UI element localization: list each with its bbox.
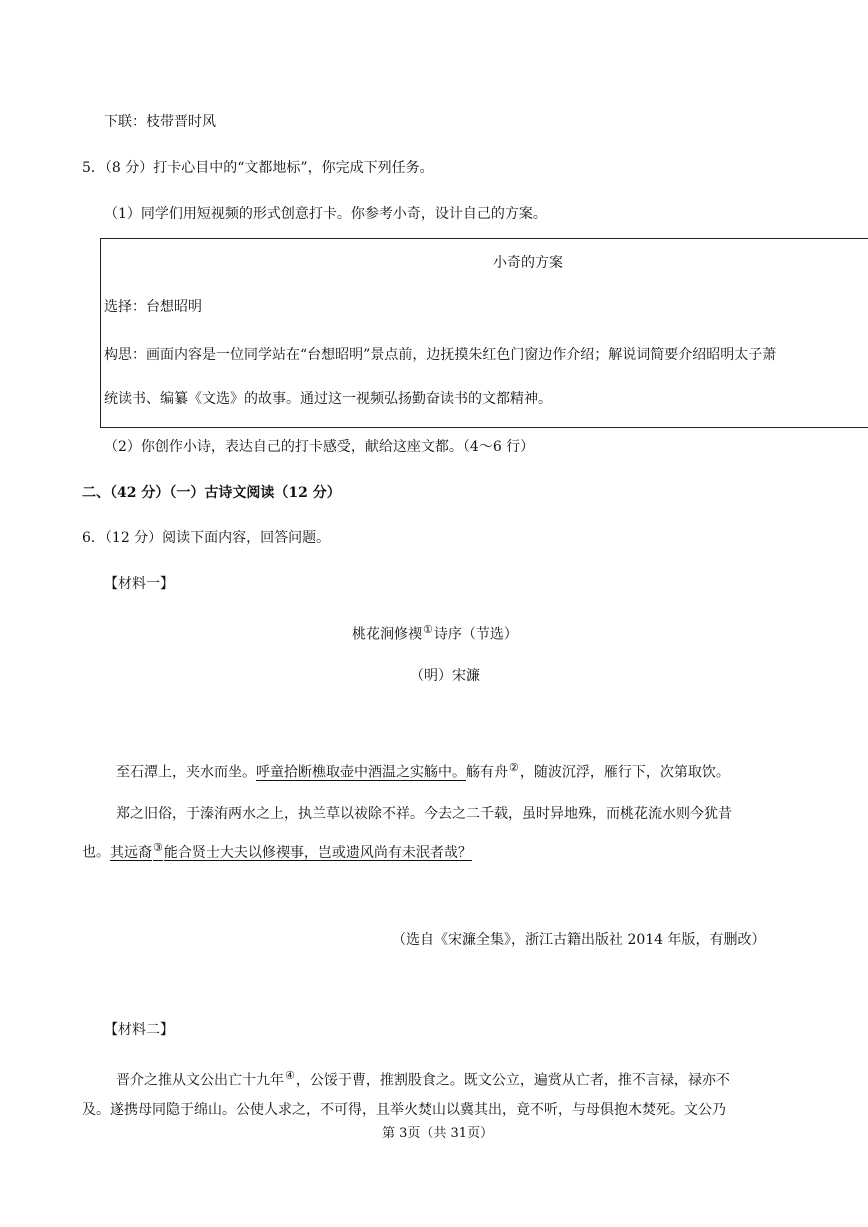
page-footer: 第 3页（共 31页） <box>382 1126 494 1141</box>
question-5: 5．（8 分）打卡心目中的“文都地标”，你完成下列任务。 <box>82 160 434 176</box>
footnote-3-marker: ③ <box>153 841 163 854</box>
material-2-label: 【材料二】 <box>104 1022 174 1038</box>
material-1-label: 【材料一】 <box>104 576 174 592</box>
poem-author: （明）宋濂 <box>410 668 480 684</box>
plan-idea-line-2: 统读书、编纂《文选》的故事。通过这一视频弘扬勤奋读书的文都精神。 <box>104 391 552 407</box>
footnote-2-marker: ② <box>509 761 519 774</box>
task-5-1: （1）同学们用短视频的形式创意打卡。你参考小奇，设计自己的方案。 <box>104 206 547 222</box>
poem-paragraph-2-line-2: 也。其远裔③能合贤士大夫以修禊事，岂或遗风尚有未泯者哉？ <box>82 841 472 861</box>
task-5-2: （2）你创作小诗，表达自己的打卡感受，献给这座文都。（4～6 行） <box>104 439 535 455</box>
underlined-sentence-2: 其远裔③能合贤士大夫以修禊事，岂或遗风尚有未泯者哉？ <box>110 841 472 861</box>
poem-paragraph-2-line-1: 郑之旧俗，于溱洧两水之上，执兰草以祓除不祥。今去之二千载，虽时异地殊，而桃花流水则今犹昔 <box>116 806 732 822</box>
story-line-2: 及。遂携母同隐于绵山。公使人求之，不可得，且举火焚山以冀其出，竟不听，与母俱抱木焚死。文公乃 <box>82 1102 726 1118</box>
section-2-heading: 二、（42 分）（一）古诗文阅读（12 分） <box>82 485 341 501</box>
plan-box <box>100 238 868 428</box>
couplet-bottom: 下联：枝带晋时风 <box>104 114 216 130</box>
poem-paragraph-1: 至石潭上，夹水而坐。呼童拾断樵取壶中酒温之实觞中。觞有舟②，随波沉浮，雁行下，次第取饮。 <box>116 761 730 781</box>
plan-title: 小奇的方案 <box>493 255 563 271</box>
footnote-4-marker: ④ <box>285 1069 295 1082</box>
poem-title: 桃花涧修禊①诗序（节选） <box>352 623 518 643</box>
footnote-1-marker: ① <box>423 623 433 636</box>
story-line-1: 晋介之推从文公出亡十九年④，公馁于曹，推割股食之。既文公立，遍赏从亡者，推不言禄，禄亦不 <box>116 1069 730 1089</box>
plan-idea-line-1: 构思：画面内容是一位同学站在“台想昭明”景点前，边抚摸朱红色门窗边作介绍；解说词简要介绍昭明太子萧 <box>104 347 777 363</box>
underlined-sentence-1: 呼童拾断樵取壶中酒温之实觞中。 <box>256 764 466 781</box>
plan-choice: 选择：台想昭明 <box>104 299 202 315</box>
poem-source: （选自《宋濂全集》，浙江古籍出版社 2014 年版，有删改） <box>392 932 766 948</box>
question-6: 6．（12 分）阅读下面内容，回答问题。 <box>82 530 331 546</box>
